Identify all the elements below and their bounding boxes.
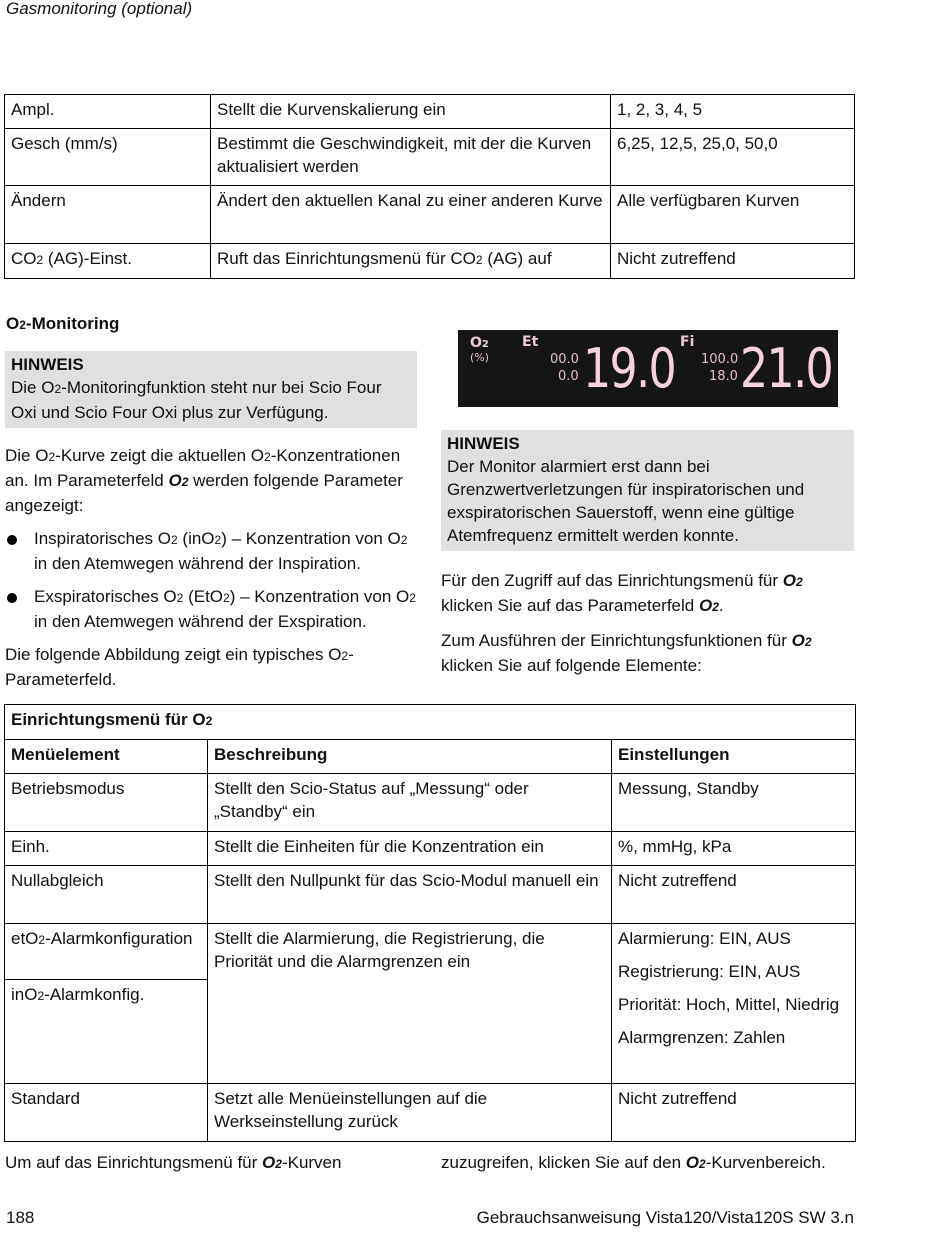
table-cell: Stellt die Alarmierung, die Registrierung, die Priorität und die Alarmgrenzen ein [208,924,612,1084]
table-row [5,774,856,832]
note-text: Die O2-Monitoringfunktion steht nur bei Scio Four Oxi und Scio Four Oxi plus zur Verfügung. [11,378,382,422]
alarm-config-item: inO2-Alarmkonfig. [11,985,145,1004]
left-column [5,444,417,691]
table-row [5,832,856,866]
table-row [5,866,856,924]
table-row [5,95,855,129]
table-cell: Stellt den Nullpunkt für das Scio-Modul manuell ein [208,866,612,924]
bottom-text-left: Um auf das Einrichtungsmenü für O2-Kurven [5,1153,342,1172]
column-header: Menüelement [5,740,208,774]
table-cell: Messung, Standby [612,774,856,832]
paragraph: Die O2-Kurve zeigt die aktuellen O2-Konzentrationen an. Im Parameterfeld O2 werden folgende Parameter angezeigt: [5,446,403,515]
et-lower-limit: 0.0 [558,369,579,384]
table-caption-row [5,705,856,740]
et-label: Et [522,334,539,350]
table-cell: Standard [5,1084,208,1142]
section-heading: O2-Monitoring [6,314,120,333]
curve-settings-table [4,94,855,279]
setting-line: Priorität: Hoch, Mittel, Niedrig [618,995,840,1014]
table-cell: Einh. [5,832,208,866]
table-cell: CO2 (AG)-Einst. [5,244,211,279]
table-cell: Alle verfügbaren Kurven [611,186,855,244]
table-cell: Setzt alle Menüeinstellungen auf die Werkseinstellung zurück [208,1084,612,1142]
setting-line: Registrierung: EIN, AUS [618,962,801,981]
unit-label: (%) [470,351,490,364]
o2-label: O2 [470,335,489,351]
fi-upper-limit: 100.0 [701,352,739,367]
table-cell: Ruft das Einrichtungsmenü für CO2 (AG) auf [211,244,611,279]
table-cell: Nicht zutreffend [612,866,856,924]
table-row [5,186,855,244]
table-cell: Stellt die Einheiten für die Konzentration ein [208,832,612,866]
note-box [5,351,417,428]
table-cell: Bestimmt die Geschwindigkeit, mit der die Kurven aktualisiert werden [211,129,611,186]
table-row [5,924,856,1084]
table-cell: Gesch (mm/s) [5,129,211,186]
setting-line: Alarmierung: EIN, AUS [618,929,791,948]
o2-parameter-display [458,330,838,407]
o2-setup-menu-table [4,704,856,1142]
fi-value: 21.0 [740,337,833,400]
fi-label: Fi [680,334,695,350]
list-item: Exspiratorisches O2 (EtO2) – Konzentration von O2 in den Atemwegen während der Exspiration. [5,585,417,633]
table-row [5,244,855,279]
setting-line: Alarmgrenzen: Zahlen [618,1028,786,1047]
table-cell: Ändert den aktuellen Kanal zu einer anderen Kurve [211,186,611,244]
note-title: HINWEIS [447,434,520,453]
column-header: Beschreibung [208,740,612,774]
table-cell: 1, 2, 3, 4, 5 [611,95,855,129]
table-cell: Stellt den Scio-Status auf „Messung“ oder „Standby“ ein [208,774,612,832]
table-cell: Stellt die Kurvenskalierung ein [211,95,611,129]
paragraph: Zum Ausführen der Einrichtungsfunktionen für O2 klicken Sie auf folgende Elemente: [441,631,812,675]
table-cell: Ändern [5,186,211,244]
table-cell: Ampl. [5,95,211,129]
table-cell [5,924,208,1084]
table-cell: Betriebsmodus [5,774,208,832]
table-cell: 6,25, 12,5, 25,0, 50,0 [611,129,855,186]
table-header-row [5,740,856,774]
alarm-config-item: etO2-Alarmkonfiguration [5,924,207,980]
table-row [5,1084,856,1142]
column-header: Einstellungen [612,740,856,774]
et-value: 19.0 [583,337,676,400]
paragraph: Die folgende Abbildung zeigt ein typisches O2-Parameterfeld. [5,645,354,689]
table-row [5,129,855,186]
note-box [441,430,854,551]
paragraph: Für den Zugriff auf das Einrichtungsmenü für O2 klicken Sie auf das Parameterfeld O2. [441,571,803,615]
document-title: Gebrauchsanweisung Vista120/Vista120S SW 3.n [476,1208,854,1227]
table-cell: Nicht zutreffend [611,244,855,279]
table-caption: Einrichtungsmenü für O2 [5,705,856,740]
note-title: HINWEIS [11,355,84,374]
et-upper-limit: 00.0 [550,352,579,367]
bottom-text-right: zuzugreifen, klicken Sie auf den O2-Kurvenbereich. [441,1153,826,1172]
list-item: Inspiratorisches O2 (inO2) – Konzentration von O2 in den Atemwegen während der Inspiration. [5,527,417,575]
running-header: Gasmonitoring (optional) [6,0,193,18]
fi-lower-limit: 18.0 [709,369,738,384]
right-column [441,569,853,677]
note-text: Der Monitor alarmiert erst dann bei Grenzwertverletzungen für inspiratorischen und exspiratorischen Sauerstoff, wenn eine gültige Atemfrequenz ermittelt werden konnte. [447,457,805,545]
table-cell: Nullabgleich [5,866,208,924]
table-cell [612,924,856,1084]
table-cell: Nicht zutreffend [612,1084,856,1142]
table-cell: %, mmHg, kPa [612,832,856,866]
page-number: 188 [6,1208,35,1227]
